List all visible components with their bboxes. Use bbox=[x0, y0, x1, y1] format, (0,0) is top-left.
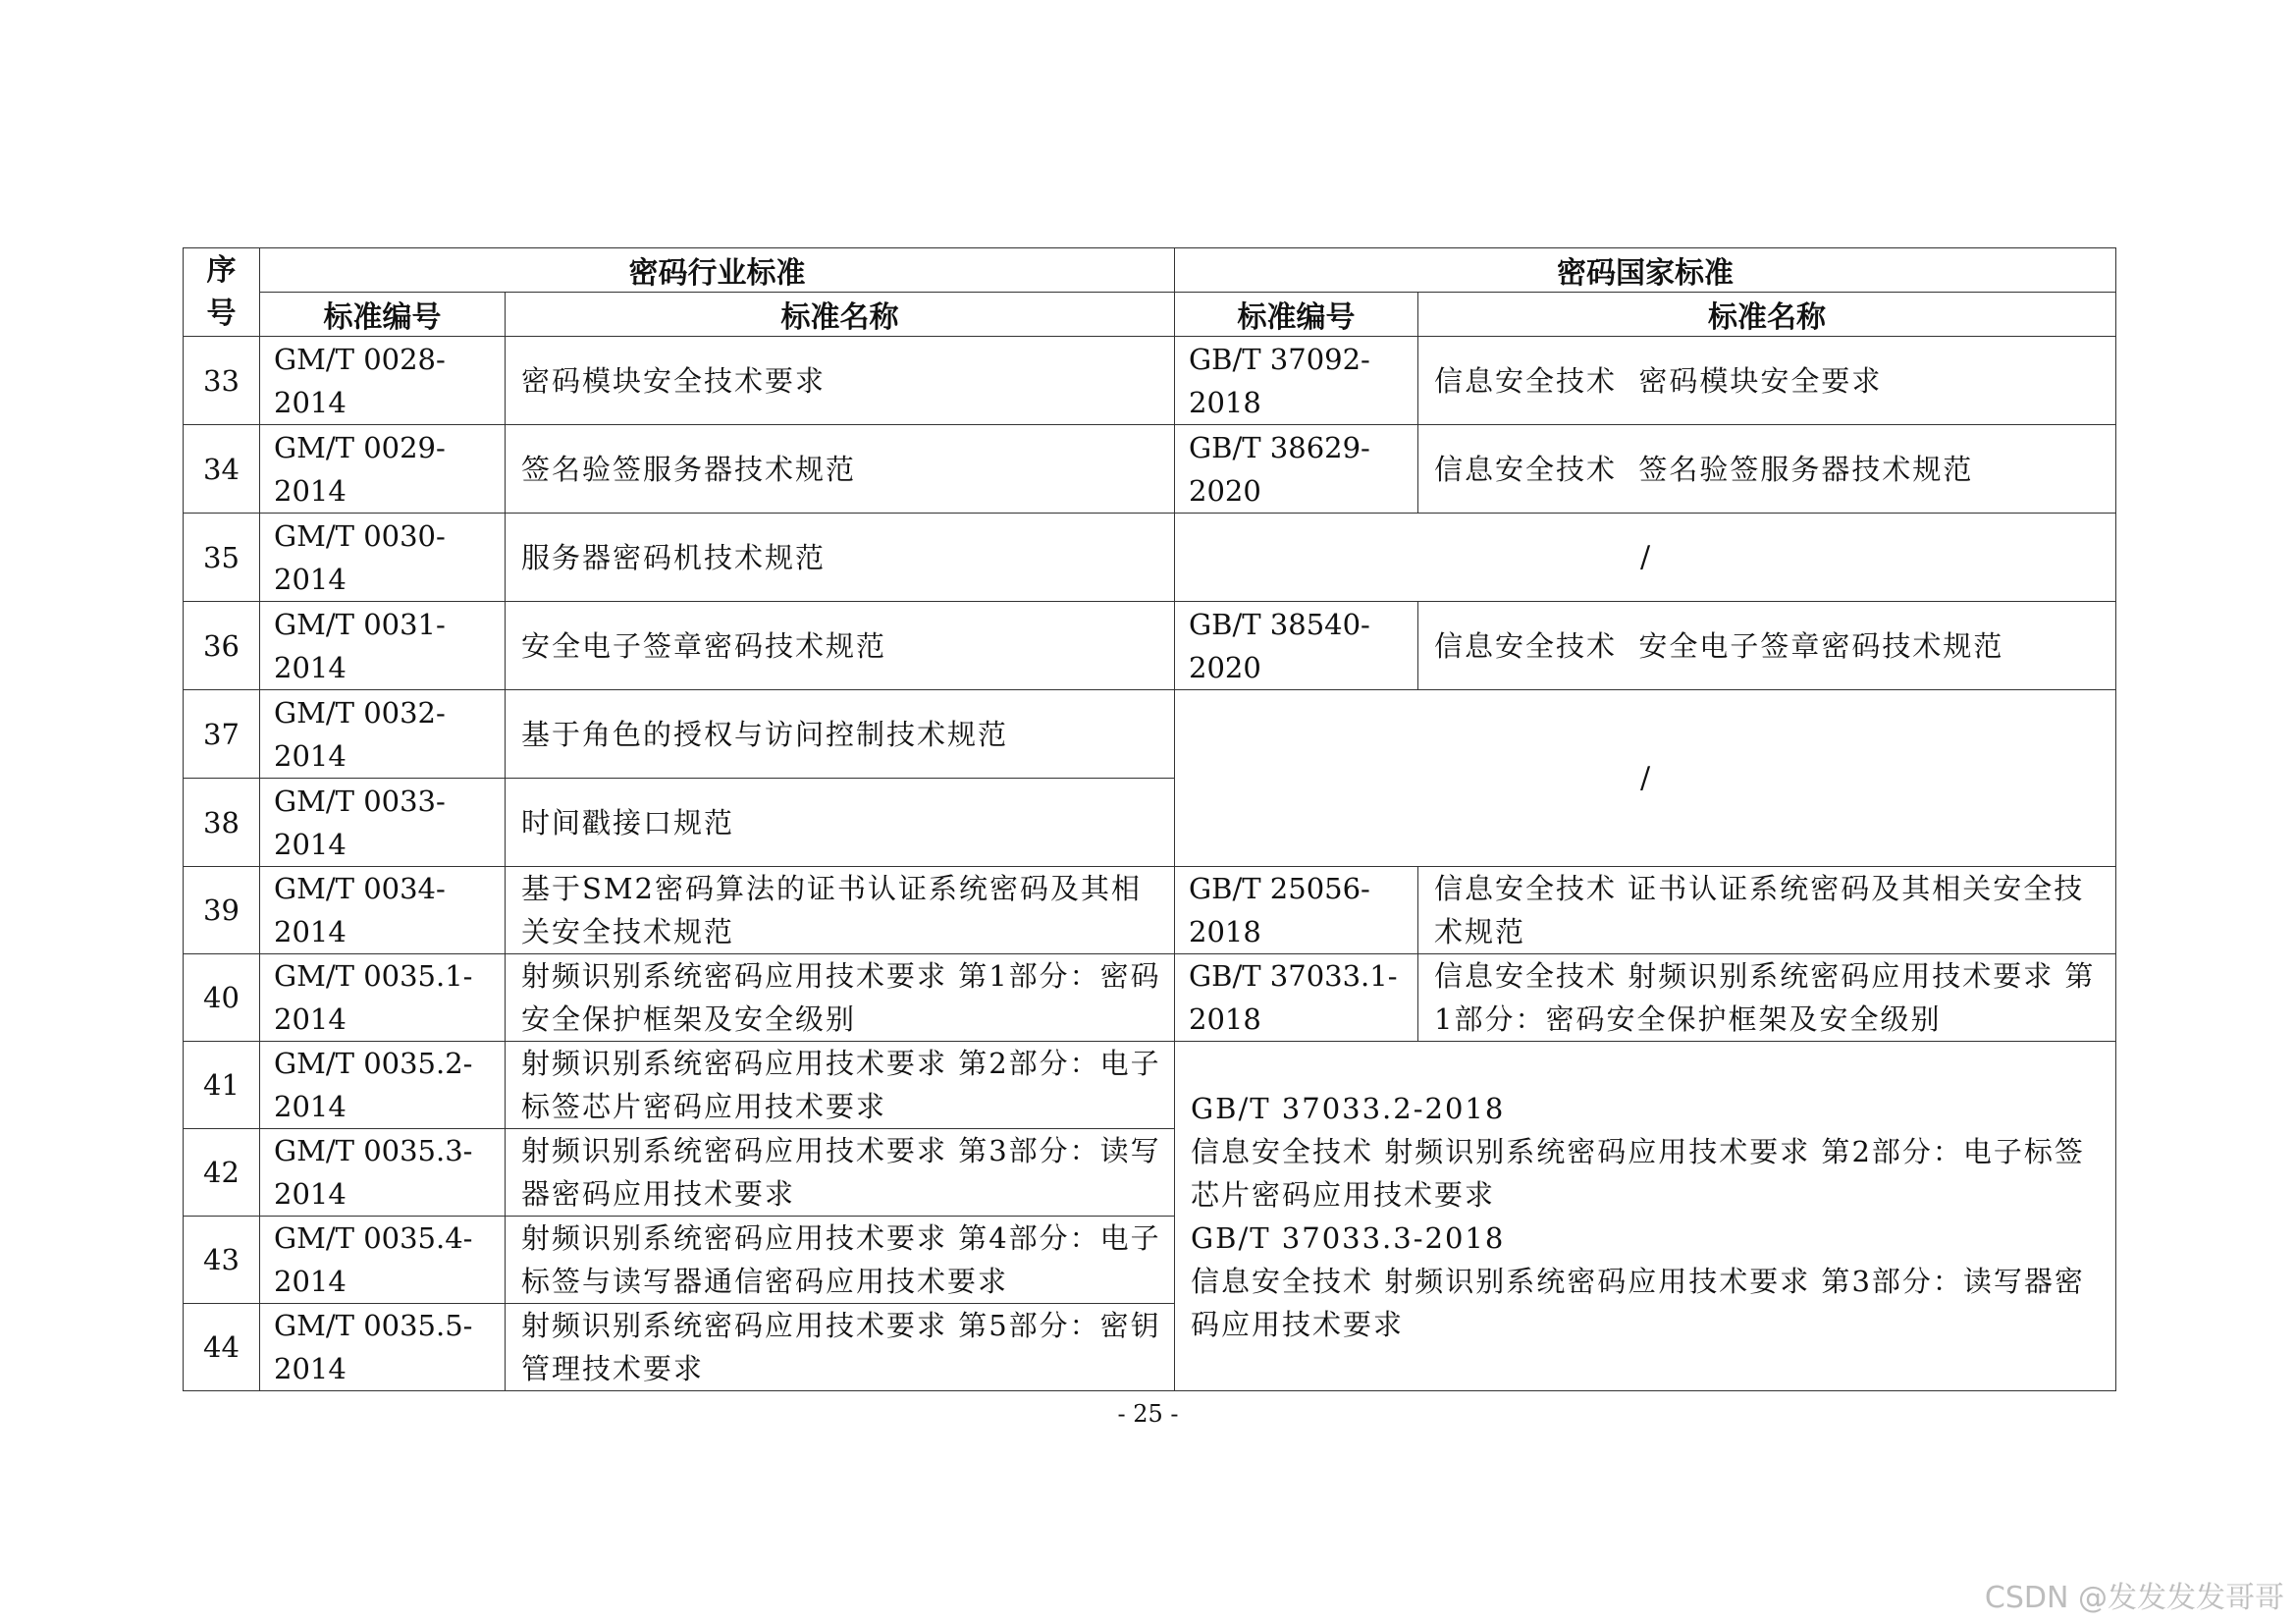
gb-name: 信息安全技术 密码模块安全要求 bbox=[1418, 337, 2116, 425]
gb-code: GB/T 38540-2020 bbox=[1175, 602, 1418, 690]
gm-code: GM/T 0035.3-2014 bbox=[260, 1129, 506, 1217]
gb-none: / bbox=[1175, 514, 2116, 602]
gm-name: 签名验签服务器技术规范 bbox=[506, 425, 1175, 514]
row-seq: 41 bbox=[184, 1042, 260, 1129]
gb-name: 信息安全技术 证书认证系统密码及其相关安全技术规范 bbox=[1418, 867, 2116, 954]
row-seq: 36 bbox=[184, 602, 260, 690]
table-row bbox=[184, 954, 2116, 1042]
gm-code: GM/T 0033-2014 bbox=[260, 779, 506, 867]
gm-code: GM/T 0031-2014 bbox=[260, 602, 506, 690]
industry-standard-header: 密码行业标准 bbox=[260, 248, 1175, 293]
gb-name-37033-3: 信息安全技术 射频识别系统密码应用技术要求 第3部分：读写器密码应用技术要求 bbox=[1191, 1264, 2085, 1341]
gm-name: 密码模块安全技术要求 bbox=[506, 337, 1175, 425]
gb-code-header: 标准编号 bbox=[1175, 293, 1418, 337]
table-row bbox=[184, 602, 2116, 690]
gm-name-header: 标准名称 bbox=[506, 293, 1175, 337]
table-row bbox=[184, 1042, 2116, 1129]
gb-none-merged: / bbox=[1175, 690, 2116, 867]
seq-header: 序号 bbox=[184, 248, 260, 337]
table-row bbox=[184, 690, 2116, 779]
row-seq: 37 bbox=[184, 690, 260, 779]
row-seq: 40 bbox=[184, 954, 260, 1042]
gm-code: GM/T 0035.1-2014 bbox=[260, 954, 506, 1042]
national-standard-header: 密码国家标准 bbox=[1175, 248, 2116, 293]
gm-code: GM/T 0035.4-2014 bbox=[260, 1217, 506, 1304]
gb-name: 信息安全技术 签名验签服务器技术规范 bbox=[1418, 425, 2116, 514]
table-row bbox=[184, 514, 2116, 602]
gm-code: GM/T 0032-2014 bbox=[260, 690, 506, 779]
gm-name: 安全电子签章密码技术规范 bbox=[506, 602, 1175, 690]
gm-name: 时间戳接口规范 bbox=[506, 779, 1175, 867]
gb-code: GB/T 38629-2020 bbox=[1175, 425, 1418, 514]
gm-code-header: 标准编号 bbox=[260, 293, 506, 337]
table-row bbox=[184, 867, 2116, 954]
row-seq: 44 bbox=[184, 1304, 260, 1391]
gm-code: GM/T 0035.2-2014 bbox=[260, 1042, 506, 1129]
table-row bbox=[184, 337, 2116, 425]
gb-name-37033-2: 信息安全技术 射频识别系统密码应用技术要求 第2部分：电子标签芯片密码应用技术要求 bbox=[1191, 1134, 2085, 1212]
row-seq: 39 bbox=[184, 867, 260, 954]
gm-name: 服务器密码机技术规范 bbox=[506, 514, 1175, 602]
gb-name-header: 标准名称 bbox=[1418, 293, 2116, 337]
gb-code: GB/T 25056-2018 bbox=[1175, 867, 1418, 954]
gb-name: 信息安全技术 射频识别系统密码应用技术要求 第1部分：密码安全保护框架及安全级别 bbox=[1418, 954, 2116, 1042]
watermark: CSDN @发发发发哥哥 bbox=[1984, 1581, 2284, 1615]
gm-name: 射频识别系统密码应用技术要求 第1部分：密码安全保护框架及安全级别 bbox=[506, 954, 1175, 1042]
gb-name: 信息安全技术 安全电子签章密码技术规范 bbox=[1418, 602, 2116, 690]
row-seq: 43 bbox=[184, 1217, 260, 1304]
gb-code: GB/T 37092-2018 bbox=[1175, 337, 1418, 425]
table-row bbox=[184, 425, 2116, 514]
gb-merged-37033 bbox=[1175, 1042, 2116, 1391]
row-seq: 33 bbox=[184, 337, 260, 425]
gm-code: GM/T 0030-2014 bbox=[260, 514, 506, 602]
gb-code-37033-2: GB/T 37033.2-2018 bbox=[1191, 1091, 1506, 1125]
gm-name: 射频识别系统密码应用技术要求 第3部分：读写器密码应用技术要求 bbox=[506, 1129, 1175, 1217]
gm-name: 基于角色的授权与访问控制技术规范 bbox=[506, 690, 1175, 779]
gm-name: 射频识别系统密码应用技术要求 第2部分：电子标签芯片密码应用技术要求 bbox=[506, 1042, 1175, 1129]
gm-code: GM/T 0034-2014 bbox=[260, 867, 506, 954]
gb-code: GB/T 37033.1-2018 bbox=[1175, 954, 1418, 1042]
gm-code: GM/T 0035.5-2014 bbox=[260, 1304, 506, 1391]
gm-name: 射频识别系统密码应用技术要求 第4部分：电子标签与读写器通信密码应用技术要求 bbox=[506, 1217, 1175, 1304]
gm-code: GM/T 0029-2014 bbox=[260, 425, 506, 514]
gb-code-37033-3: GB/T 37033.3-2018 bbox=[1191, 1220, 1506, 1255]
page-number: - 25 - bbox=[1117, 1400, 1179, 1428]
row-seq: 42 bbox=[184, 1129, 260, 1217]
gm-name: 射频识别系统密码应用技术要求 第5部分：密钥管理技术要求 bbox=[506, 1304, 1175, 1391]
standards-table bbox=[183, 247, 2116, 1391]
row-seq: 34 bbox=[184, 425, 260, 514]
gm-code: GM/T 0028-2014 bbox=[260, 337, 506, 425]
row-seq: 35 bbox=[184, 514, 260, 602]
row-seq: 38 bbox=[184, 779, 260, 867]
gm-name: 基于SM2密码算法的证书认证系统密码及其相关安全技术规范 bbox=[506, 867, 1175, 954]
